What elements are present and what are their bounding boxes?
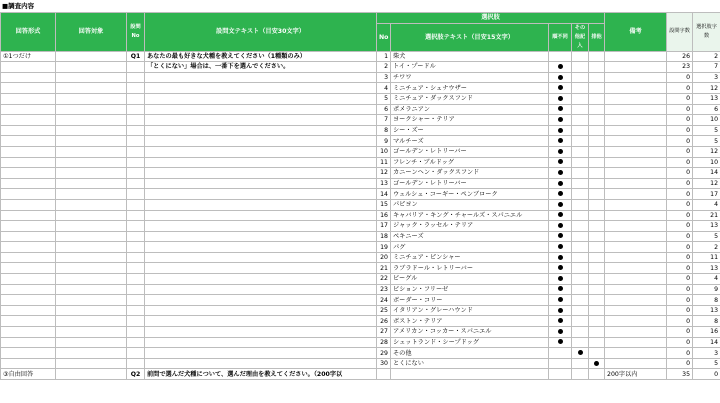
no-randomize-flag	[549, 316, 572, 327]
choice-char-count: 5	[693, 125, 720, 136]
choice-text: フレンチ・ブルドッグ	[391, 157, 549, 168]
other-input-flag	[572, 157, 589, 168]
choice-text: とくにない	[391, 358, 549, 369]
check-dot-icon	[558, 286, 563, 291]
choice-text: シー・ズー	[391, 125, 549, 136]
other-input-flag	[572, 178, 589, 189]
no-randomize-flag	[549, 231, 572, 242]
question-no-cell: Q2	[127, 369, 145, 380]
no-randomize-flag	[549, 189, 572, 200]
choice-no: 27	[377, 327, 391, 338]
choice-char-count: 8	[693, 316, 720, 327]
question-char-count: 23	[667, 62, 693, 73]
check-dot-icon	[594, 361, 599, 366]
check-dot-icon	[558, 170, 563, 175]
question-char-count: 0	[667, 231, 693, 242]
choice-text: キャバリア・キング・チャールズ・スパニエル	[391, 210, 549, 221]
choice-no: 26	[377, 316, 391, 327]
exclusive-flag	[589, 337, 605, 348]
no-randomize-flag	[549, 252, 572, 263]
choice-no: 3	[377, 72, 391, 83]
header-choice-char-count: 選択肢字数	[693, 13, 720, 52]
check-dot-icon	[558, 233, 563, 238]
question-char-count: 0	[667, 327, 693, 338]
other-input-flag	[572, 316, 589, 327]
choice-text: ウェルシュ・コーギー・ペンブローク	[391, 189, 549, 200]
table-header	[1, 13, 720, 52]
choice-char-count: 9	[693, 284, 720, 295]
choice-no: 19	[377, 242, 391, 253]
exclusive-flag	[589, 146, 605, 157]
section-title: ■調査内容	[2, 2, 35, 10]
choice-char-count: 2	[693, 242, 720, 253]
choice-no: 15	[377, 199, 391, 210]
exclusive-flag	[589, 178, 605, 189]
choice-no: 10	[377, 146, 391, 157]
choice-no: 23	[377, 284, 391, 295]
other-input-flag	[572, 284, 589, 295]
check-dot-icon	[558, 75, 563, 80]
choice-char-count: 11	[693, 252, 720, 263]
table-row	[1, 136, 720, 147]
question-text-cell: あなたの最も好きな犬種を教えてください（1種類のみ）	[145, 51, 377, 62]
choice-char-count: 6	[693, 104, 720, 115]
question-char-count: 0	[667, 210, 693, 221]
check-dot-icon	[558, 265, 563, 270]
table-row	[1, 252, 720, 263]
other-input-flag	[572, 168, 589, 179]
choice-char-count: 3	[693, 72, 720, 83]
exclusive-flag	[589, 221, 605, 232]
choice-no: 2	[377, 62, 391, 73]
exclusive-flag	[589, 72, 605, 83]
question-char-count: 0	[667, 337, 693, 348]
choice-no: 29	[377, 348, 391, 359]
choice-char-count: 13	[693, 221, 720, 232]
no-randomize-flag	[549, 157, 572, 168]
header-choice-text: 選択肢テキスト（目安15文字）	[391, 23, 549, 51]
table-row	[1, 242, 720, 253]
choice-no: 8	[377, 125, 391, 136]
check-dot-icon	[558, 191, 563, 196]
no-randomize-flag	[549, 348, 572, 359]
choice-no: 25	[377, 305, 391, 316]
header-question-no: 設問No	[127, 13, 145, 52]
other-input-flag	[572, 125, 589, 136]
table-row	[1, 199, 720, 210]
question-char-count: 35	[667, 369, 693, 380]
no-randomize-flag	[549, 337, 572, 348]
check-dot-icon	[558, 339, 563, 344]
choice-text: パグ	[391, 242, 549, 253]
table-row	[1, 295, 720, 306]
other-input-flag	[572, 263, 589, 274]
choice-no: 16	[377, 210, 391, 221]
choice-text: ビーグル	[391, 274, 549, 285]
header-choice-no: No	[377, 23, 391, 51]
check-dot-icon	[558, 96, 563, 101]
question-char-count: 0	[667, 125, 693, 136]
exclusive-flag	[589, 157, 605, 168]
choice-text: ゴールデン・レトリーバー	[391, 178, 549, 189]
table-body	[1, 51, 720, 379]
choice-text: ヨークシャー・テリア	[391, 115, 549, 126]
other-input-flag	[572, 72, 589, 83]
choice-char-count: 12	[693, 146, 720, 157]
choice-text: ボストン・テリア	[391, 316, 549, 327]
table-row	[1, 146, 720, 157]
exclusive-flag	[589, 168, 605, 179]
header-question-char-count: 設問字数	[667, 13, 693, 52]
exclusive-flag	[589, 115, 605, 126]
question-char-count: 0	[667, 168, 693, 179]
exclusive-flag	[589, 358, 605, 369]
exclusive-flag	[589, 252, 605, 263]
choice-char-count: 4	[693, 199, 720, 210]
check-dot-icon	[558, 255, 563, 260]
choice-text: チワワ	[391, 72, 549, 83]
check-dot-icon	[558, 106, 563, 111]
question-char-count: 0	[667, 157, 693, 168]
choice-char-count: 10	[693, 115, 720, 126]
choice-char-count: 3	[693, 348, 720, 359]
choice-no: 30	[377, 358, 391, 369]
table-row	[1, 210, 720, 221]
question-char-count: 0	[667, 252, 693, 263]
table-row	[1, 83, 720, 94]
exclusive-flag	[589, 125, 605, 136]
exclusive-flag	[589, 327, 605, 338]
no-randomize-flag	[549, 358, 572, 369]
check-dot-icon	[578, 350, 583, 355]
choice-no: 6	[377, 104, 391, 115]
table-row	[1, 274, 720, 285]
other-input-flag	[572, 210, 589, 221]
question-char-count: 0	[667, 274, 693, 285]
exclusive-flag	[589, 51, 605, 62]
no-randomize-flag	[549, 146, 572, 157]
other-input-flag	[572, 189, 589, 200]
question-char-count: 0	[667, 72, 693, 83]
exclusive-flag	[589, 210, 605, 221]
header-exclusive: 排他	[589, 23, 605, 51]
no-randomize-flag	[549, 327, 572, 338]
question-char-count: 0	[667, 242, 693, 253]
table-row	[1, 284, 720, 295]
header-answer-format: 回答形式	[1, 13, 56, 52]
choice-no: 24	[377, 295, 391, 306]
exclusive-flag	[589, 199, 605, 210]
question-char-count: 0	[667, 221, 693, 232]
other-input-flag	[572, 231, 589, 242]
other-input-flag	[572, 295, 589, 306]
no-randomize-flag	[549, 263, 572, 274]
question-char-count: 0	[667, 115, 693, 126]
choice-char-count: 4	[693, 274, 720, 285]
no-randomize-flag	[549, 295, 572, 306]
choice-char-count: 8	[693, 295, 720, 306]
choice-no: 12	[377, 168, 391, 179]
choice-no: 7	[377, 115, 391, 126]
no-randomize-flag	[549, 242, 572, 253]
other-input-flag	[572, 337, 589, 348]
exclusive-flag	[589, 242, 605, 253]
other-input-flag	[572, 115, 589, 126]
table-row	[1, 168, 720, 179]
exclusive-flag	[589, 93, 605, 104]
table-row	[1, 305, 720, 316]
other-input-flag	[572, 274, 589, 285]
table-row	[1, 348, 720, 359]
choice-no: 5	[377, 93, 391, 104]
other-input-flag	[572, 104, 589, 115]
check-dot-icon	[558, 308, 563, 313]
check-dot-icon	[558, 128, 563, 133]
exclusive-flag	[589, 263, 605, 274]
question-char-count: 0	[667, 263, 693, 274]
choice-no: 17	[377, 221, 391, 232]
table-row	[1, 327, 720, 338]
choice-char-count: 5	[693, 358, 720, 369]
check-dot-icon	[558, 117, 563, 122]
question-char-count: 0	[667, 93, 693, 104]
question-char-count: 0	[667, 83, 693, 94]
table-row	[1, 157, 720, 168]
check-dot-icon	[558, 318, 563, 323]
no-randomize-flag	[549, 72, 572, 83]
choice-no: 20	[377, 252, 391, 263]
check-dot-icon	[558, 181, 563, 186]
choice-char-count: 10	[693, 157, 720, 168]
choice-text: ペキニーズ	[391, 231, 549, 242]
exclusive-flag	[589, 316, 605, 327]
choice-no: 18	[377, 231, 391, 242]
table-row	[1, 316, 720, 327]
check-dot-icon	[558, 64, 563, 69]
choice-text: ラブラドール・レトリーバー	[391, 263, 549, 274]
question-char-count: 0	[667, 316, 693, 327]
question-text-cell-2: 「とくにない」場合は、一番下を選んでください。	[145, 62, 377, 73]
answer-format-cell: ①1つだけ	[1, 51, 56, 62]
other-input-flag	[572, 305, 589, 316]
no-randomize-flag	[549, 51, 572, 62]
choice-text: ミニチュア・ダックスフンド	[391, 93, 549, 104]
no-randomize-flag	[549, 210, 572, 221]
exclusive-flag	[589, 231, 605, 242]
check-dot-icon	[558, 212, 563, 217]
exclusive-flag	[589, 136, 605, 147]
question-char-count: 0	[667, 284, 693, 295]
choice-char-count: 7	[693, 62, 720, 73]
no-randomize-flag	[549, 125, 572, 136]
choice-text: イタリアン・グレーハウンド	[391, 305, 549, 316]
table-row	[1, 93, 720, 104]
header-remarks: 備考	[605, 13, 667, 52]
choice-char-count: 14	[693, 168, 720, 179]
no-randomize-flag	[549, 62, 572, 73]
check-dot-icon	[558, 149, 563, 154]
choice-no: 1	[377, 51, 391, 62]
header-question-text: 設問文テキスト（目安30文字）	[145, 13, 377, 52]
check-dot-icon	[558, 202, 563, 207]
other-input-flag	[572, 358, 589, 369]
choice-text: ポメラニアン	[391, 104, 549, 115]
choice-text: シェットランド・シープドッグ	[391, 337, 549, 348]
no-randomize-flag	[549, 221, 572, 232]
choice-no: 9	[377, 136, 391, 147]
table-row	[1, 72, 720, 83]
exclusive-flag	[589, 62, 605, 73]
no-randomize-flag	[549, 178, 572, 189]
check-dot-icon	[558, 85, 563, 90]
no-randomize-flag	[549, 305, 572, 316]
header-other-input: その他記入	[572, 23, 589, 51]
table-row	[1, 62, 720, 73]
question-char-count: 0	[667, 178, 693, 189]
exclusive-flag	[589, 274, 605, 285]
choice-text: 柴犬	[391, 51, 549, 62]
exclusive-flag	[589, 348, 605, 359]
choice-text: ビション・フリーゼ	[391, 284, 549, 295]
other-input-flag	[572, 51, 589, 62]
other-input-flag	[572, 348, 589, 359]
choice-text: パピヨン	[391, 199, 549, 210]
choice-char-count: 5	[693, 136, 720, 147]
choice-char-count: 12	[693, 178, 720, 189]
table-row	[1, 221, 720, 232]
choice-text: ミニチュア・シュナウザー	[391, 83, 549, 94]
other-input-flag	[572, 93, 589, 104]
question-char-count: 0	[667, 305, 693, 316]
exclusive-flag	[589, 83, 605, 94]
question-char-count: 0	[667, 136, 693, 147]
no-randomize-flag	[549, 83, 572, 94]
exclusive-flag	[589, 295, 605, 306]
exclusive-flag	[589, 284, 605, 295]
table-row	[1, 125, 720, 136]
check-dot-icon	[558, 276, 563, 281]
no-randomize-flag	[549, 93, 572, 104]
choice-no: 14	[377, 189, 391, 200]
no-randomize-flag	[549, 199, 572, 210]
remarks-cell: 200字以内	[605, 369, 667, 380]
answer-target-cell	[56, 51, 127, 62]
choice-no: 28	[377, 337, 391, 348]
no-randomize-flag	[549, 136, 572, 147]
choice-no: 22	[377, 274, 391, 285]
choice-char-count: 5	[693, 231, 720, 242]
choice-char-count: 21	[693, 210, 720, 221]
no-randomize-flag	[549, 104, 572, 115]
check-dot-icon	[558, 329, 563, 334]
choice-text: アメリカン・コッカー・スパニエル	[391, 327, 549, 338]
table-row	[1, 115, 720, 126]
choice-char-count: 16	[693, 327, 720, 338]
other-input-flag	[572, 62, 589, 73]
question-char-count: 0	[667, 358, 693, 369]
check-dot-icon	[558, 138, 563, 143]
other-input-flag	[572, 252, 589, 263]
choice-no: 13	[377, 178, 391, 189]
choice-text: その他	[391, 348, 549, 359]
choice-text: カニーンヘン・ダックスフンド	[391, 168, 549, 179]
check-dot-icon	[558, 223, 563, 228]
exclusive-flag	[589, 104, 605, 115]
table-row	[1, 231, 720, 242]
choice-char-count: 0	[693, 369, 720, 380]
exclusive-flag	[589, 189, 605, 200]
other-input-flag	[572, 146, 589, 157]
choice-char-count: 14	[693, 337, 720, 348]
other-input-flag	[572, 221, 589, 232]
choice-text: マルチーズ	[391, 136, 549, 147]
question-char-count: 0	[667, 146, 693, 157]
table-row	[1, 189, 720, 200]
question-char-count: 0	[667, 104, 693, 115]
check-dot-icon	[558, 297, 563, 302]
no-randomize-flag	[549, 274, 572, 285]
choice-no: 11	[377, 157, 391, 168]
other-input-flag	[572, 136, 589, 147]
no-randomize-flag	[549, 284, 572, 295]
exclusive-flag	[589, 305, 605, 316]
choice-no: 4	[377, 83, 391, 94]
other-input-flag	[572, 242, 589, 253]
question-char-count: 0	[667, 189, 693, 200]
table-row	[1, 369, 720, 380]
other-input-flag	[572, 199, 589, 210]
check-dot-icon	[558, 244, 563, 249]
header-no-randomize: 順不同	[549, 23, 572, 51]
no-randomize-flag	[549, 168, 572, 179]
no-randomize-flag	[549, 115, 572, 126]
choice-char-count: 2	[693, 51, 720, 62]
choice-text: ゴールデン・レトリーバー	[391, 146, 549, 157]
choice-no: 21	[377, 263, 391, 274]
choice-char-count: 13	[693, 263, 720, 274]
table-row	[1, 358, 720, 369]
choice-text: ミニチュア・ピンシャー	[391, 252, 549, 263]
choice-text: トイ・プードル	[391, 62, 549, 73]
other-input-flag	[572, 83, 589, 94]
header-answer-target: 回答対象	[56, 13, 127, 52]
table-row	[1, 337, 720, 348]
table-row	[1, 104, 720, 115]
check-dot-icon	[558, 159, 563, 164]
question-no-cell: Q1	[127, 51, 145, 62]
header-choices-group: 選択肢	[377, 13, 605, 24]
other-input-flag	[572, 327, 589, 338]
table-row	[1, 178, 720, 189]
table-row	[1, 51, 720, 62]
question-char-count: 0	[667, 199, 693, 210]
choice-char-count: 17	[693, 189, 720, 200]
choice-text: ボーダー・コリー	[391, 295, 549, 306]
answer-format-cell: ③自由回答	[1, 369, 56, 380]
answer-target-cell	[56, 369, 127, 380]
survey-table	[0, 12, 720, 380]
table-row	[1, 263, 720, 274]
choice-char-count: 13	[693, 93, 720, 104]
question-char-count: 26	[667, 51, 693, 62]
choice-char-count: 12	[693, 83, 720, 94]
choice-char-count: 13	[693, 305, 720, 316]
choice-text: ジャック・ラッセル・テリア	[391, 221, 549, 232]
question-char-count: 0	[667, 295, 693, 306]
question-char-count: 0	[667, 348, 693, 359]
question-text-cell: 前問で選んだ犬種について、選んだ理由を教えてください。（200字以	[145, 369, 377, 380]
